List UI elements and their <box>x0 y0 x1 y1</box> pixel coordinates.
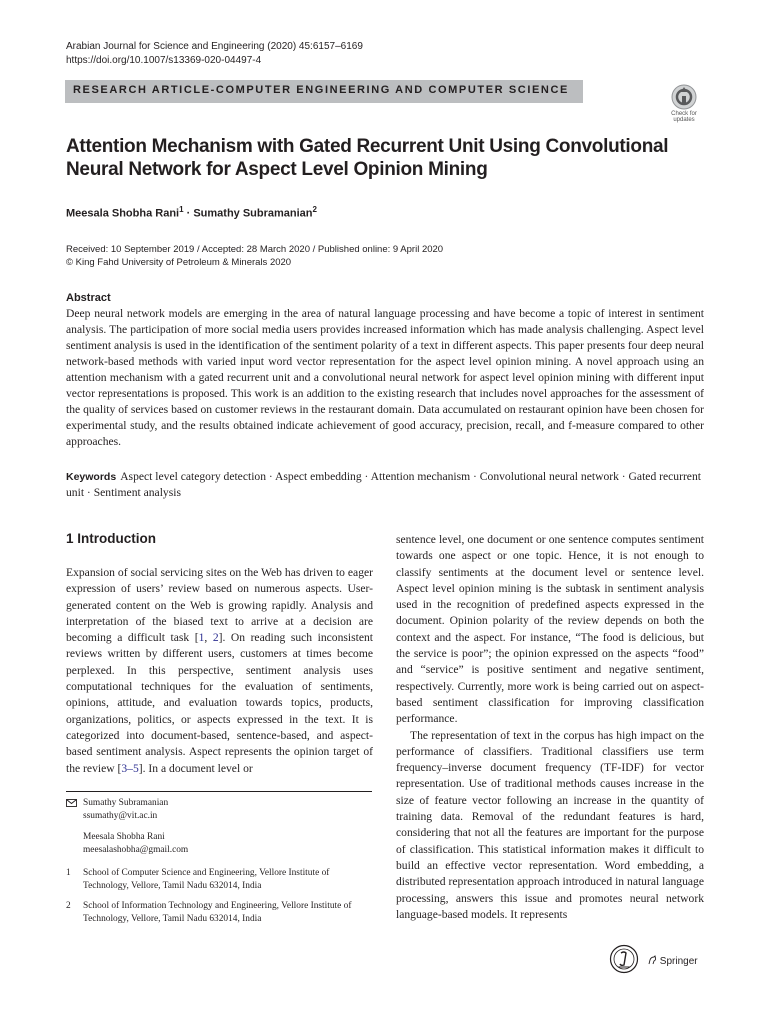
left-column-text <box>66 565 373 777</box>
paragraph: The representation of text in the corpus has high impact on the performance of classifiers. Traditional classifiers use term frequency–inverse document frequency (TF-IDF) for vector representation. Use of traditional methods causes increase in the size of feature vector following an increase in the quantity of training data. Removal of the redundant features is hard, considering that not all the features are important for the purpose of classification. This statistical information makes it difficult to build an effective vector representation. Word embedding, a distributed representation approach introduced in natural language processing, answers this issue and promotes neural network language-based models. It represents <box>396 728 704 921</box>
contact-email[interactable]: ssumathy@vit.ac.in <box>83 810 158 821</box>
citation-link[interactable]: 3–5 <box>121 761 139 775</box>
citation-link[interactable]: 2 <box>212 631 219 645</box>
citation-link[interactable]: 1 <box>198 631 205 645</box>
check-updates-label: Check for updates <box>671 111 697 123</box>
affiliation-text: School of Information Technology and Engineering, Vellore Institute of Technology, Vellore, Tamil Nadu 632014, India <box>83 901 352 924</box>
category-label: RESEARCH ARTICLE-COMPUTER ENGINEERING AND COMPUTER SCIENCE <box>73 84 569 96</box>
abstract-body: Deep neural network models are emerging in the area of natural language processing and have become a topic of interest in sentiment analysis. The participation of more social media users provides increased information which has made analysis challenging. Aspect level sentiment analysis is used in the identification of the sentiment polarity of a text in different aspects. This paper presents four deep neural network-based methods with varied input word vector representation for the aspect level opinion mining. A novel approach using an attention mechanism with a gated recurrent unit and a convolutional neural network for aspect level opinion mining with different input vector representations is proposed. This work is an addition to the existing research that includes novel approaches for the assessment of the quality of services based on customer reviews in the restaurant domain. Data accumulated on restaurant opinion have been chosen for experimental study, and the results obtained indicate achievement of good accuracy, precision, recall, and f-measure compared to other approaches. <box>66 307 704 448</box>
keywords-label: Keywords <box>66 471 117 483</box>
author-affiliation-mark: 1 <box>179 205 184 214</box>
springer-horse-icon <box>647 955 657 965</box>
author-name[interactable]: Sumathy Subramanian <box>193 207 313 220</box>
copyright-notice: © King Fahd University of Petroleum & Minerals 2020 <box>66 257 292 268</box>
abstract-heading: Abstract <box>66 292 111 304</box>
paragraph-segment: ]. In a document level or <box>138 761 253 775</box>
citation-separator: , <box>204 631 213 645</box>
article-title: Attention Mechanism with Gated Recurrent Unit Using Convolutional Neural Network for Aspect Level Opinion Mining <box>66 136 669 180</box>
check-for-updates-badge[interactable] <box>664 84 704 124</box>
publisher-name-text: Springer <box>659 956 698 967</box>
contact-email[interactable]: meesalashobha@gmail.com <box>83 844 189 855</box>
contact-name: Sumathy Subramanian <box>83 798 169 808</box>
check-updates-icon <box>671 84 697 110</box>
keywords-section <box>66 469 706 501</box>
publication-dates: Received: 10 September 2019 / Accepted: 28 March 2020 / Published online: 9 April 2020 <box>66 244 444 255</box>
section-heading-introduction: 1 Introduction <box>66 531 156 546</box>
keywords-list: Aspect level category detection · Aspect embedding · Attention mechanism · Convolutional neural network · Gated recurrent unit · Sentiment analysis <box>66 470 701 499</box>
contact-name: Meesala Shobha Rani <box>83 832 165 842</box>
publisher-name <box>647 955 698 967</box>
author-list <box>66 205 317 220</box>
doi-link[interactable]: https://doi.org/10.1007/s13369-020-04497-4 <box>66 55 262 66</box>
footnote-divider <box>66 791 372 792</box>
paragraph-segment: Expansion of social servicing sites on the Web has driven to eager expression of users’ review based on numerous aspects. User-generated content on the Web is growing rapidly. Analysis and interpretation of the biased text to arrive at a decision are becoming a difficult task [ <box>66 566 373 645</box>
envelope-icon <box>66 799 77 812</box>
author-name[interactable]: Meesala Shobha Rani <box>66 207 180 220</box>
category-banner <box>65 80 583 103</box>
affiliation-number: 1 <box>66 868 71 878</box>
author-affiliation-mark: 2 <box>312 205 317 214</box>
affiliation-number: 2 <box>66 901 71 911</box>
right-column-text <box>396 532 704 923</box>
paragraph-segment: ]. On reading such inconsistent reviews written by different users, customers at times become perplexed. In this perspective, sentiment analysis uses computational techniques for the evaluation of sentiments, opinions, attitude, and evaluation towards topics, products, organizations, politics, or aspects expressed in the text. It is categorized into document-based, sentence-based, and aspect-based sentiment analysis. Aspect represents the opinion target of the review [ <box>66 631 373 775</box>
journal-info: Arabian Journal for Science and Engineering (2020) 45:6157–6169 <box>66 41 363 52</box>
affiliation-text: School of Computer Science and Engineering, Vellore Institute of Technology, Vellore, Tamil Nadu 632014, India <box>83 868 330 891</box>
paragraph: sentence level, one document or one sentence computes sentiment towards one aspect or one topic. Hence, it is not enough to classify sentiments at the document level or sentence level. Aspect level opinion mining is the subtask in sentiment analysis used in the recognition of predefined aspects expressed in the document. Opinion polarity of the review depends on both the context and the aspect. For instance, “The food is delicious, but the service is poor”; the opinion expressed on the aspects “food” and “service” is positive sentiment and negative sentiment, respectively. Currently, more work is being carried out on aspect-based sentiment classification for improving classification performance. <box>396 533 704 726</box>
springer-logo-icon <box>609 944 639 974</box>
corresponding-author-contact <box>83 797 188 856</box>
author-separator: · <box>183 207 194 220</box>
